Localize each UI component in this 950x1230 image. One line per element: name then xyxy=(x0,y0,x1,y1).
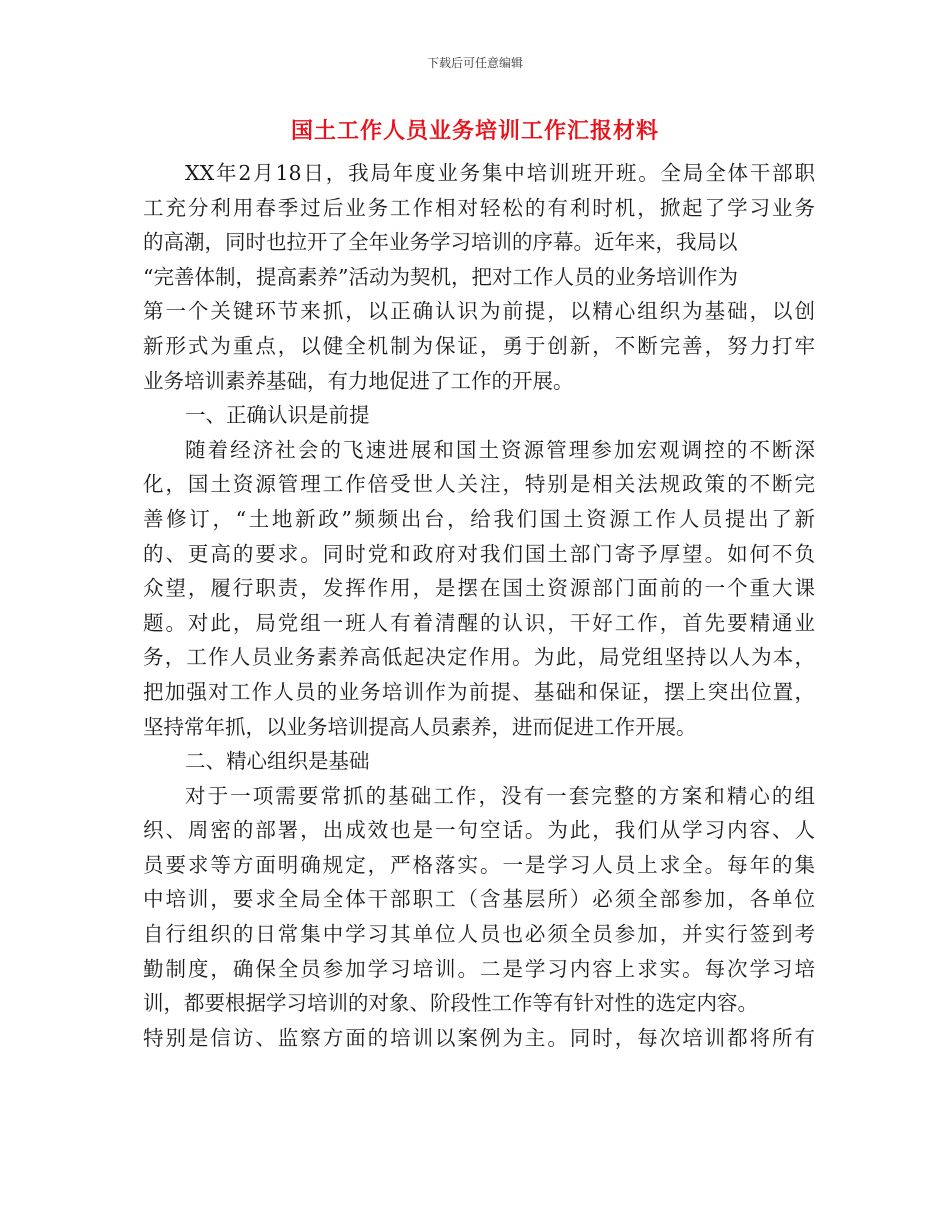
body-line: 把加强对工作人员的业务培训作为前提、基础和保证，摆上突出位置， xyxy=(143,679,815,704)
body-line: 自行组织的日常集中学习其单位人员也必须全员参加，并实行签到考 xyxy=(143,922,815,947)
document-body xyxy=(143,156,815,1055)
body-line: 善修订，“土地新政”频频出台，给我们国土资源工作人员提出了新 xyxy=(143,506,815,531)
body-line: 特别是信访、监察方面的培训以案例为主。同时，每次培训都将所有 xyxy=(143,1025,815,1050)
body-line: 二、精心组织是基础 xyxy=(185,749,370,774)
body-line: XX年2月18日，我局年度业务集中培训班开班。全局全体干部职 xyxy=(185,161,815,185)
body-line: 勤制度，确保全员参加学习培训。二是学习内容上求实。每次学习培 xyxy=(143,956,815,981)
body-line: 业务培训素养基础，有力地促进了工作的开展。 xyxy=(143,368,574,393)
body-line: 随着经济社会的飞速进展和国土资源管理参加宏观调控的不断深 xyxy=(185,437,815,462)
body-line: 员要求等方面明确规定，严格落实。一是学习人员上求全。每年的集 xyxy=(143,852,815,877)
body-line: “完善体制，提高素养”活动为契机，把对工作人员的业务培训作为 xyxy=(143,264,738,289)
page-header: 下载后可任意编辑 xyxy=(426,56,523,70)
body-line: 务，工作人员业务素养高低起决定作用。为此，局党组坚持以人为本， xyxy=(143,645,815,670)
body-line: 坚持常年抓，以业务培训提高人员素养，进而促进工作开展。 xyxy=(143,714,697,739)
body-line: 化，国土资源管理工作倍受世人关注，特别是相关法规政策的不断完 xyxy=(143,472,815,497)
body-line: 工充分利用春季过后业务工作相对轻松的有利时机，掀起了学习业务 xyxy=(143,195,815,220)
body-line: 新形式为重点，以健全机制为保证，勇于创新，不断完善，努力打牢 xyxy=(143,333,815,358)
body-line: 第一个关键环节来抓，以正确认识为前提，以精心组织为基础，以创 xyxy=(143,299,815,324)
body-line: 中培训，要求全局全体干部职工（含基层所）必须全部参加，各单位 xyxy=(143,887,815,912)
body-line: 一、正确认识是前提 xyxy=(185,403,370,428)
body-line: 众望，履行职责，发挥作用，是摆在国土资源部门面前的一个重大课 xyxy=(143,576,815,601)
body-line: 的、更高的要求。同时党和政府对我们国土部门寄予厚望。如何不负 xyxy=(143,541,815,566)
body-line: 织、周密的部署，出成效也是一句空话。为此，我们从学习内容、人 xyxy=(143,818,815,843)
document-title: 国土工作人员业务培训工作汇报材料 xyxy=(290,119,659,144)
body-line: 的高潮，同时也拉开了全年业务学习培训的序幕。近年来，我局以 xyxy=(143,230,738,255)
body-line: 对于一项需要常抓的基础工作，没有一套完整的方案和精心的组 xyxy=(185,783,815,808)
body-line: 训，都要根据学习培训的对象、阶段性工作等有针对性的选定内容。 xyxy=(143,991,758,1016)
body-line: 题。对此，局党组一班人有着清醒的认识，干好工作，首先要精通业 xyxy=(143,610,815,635)
